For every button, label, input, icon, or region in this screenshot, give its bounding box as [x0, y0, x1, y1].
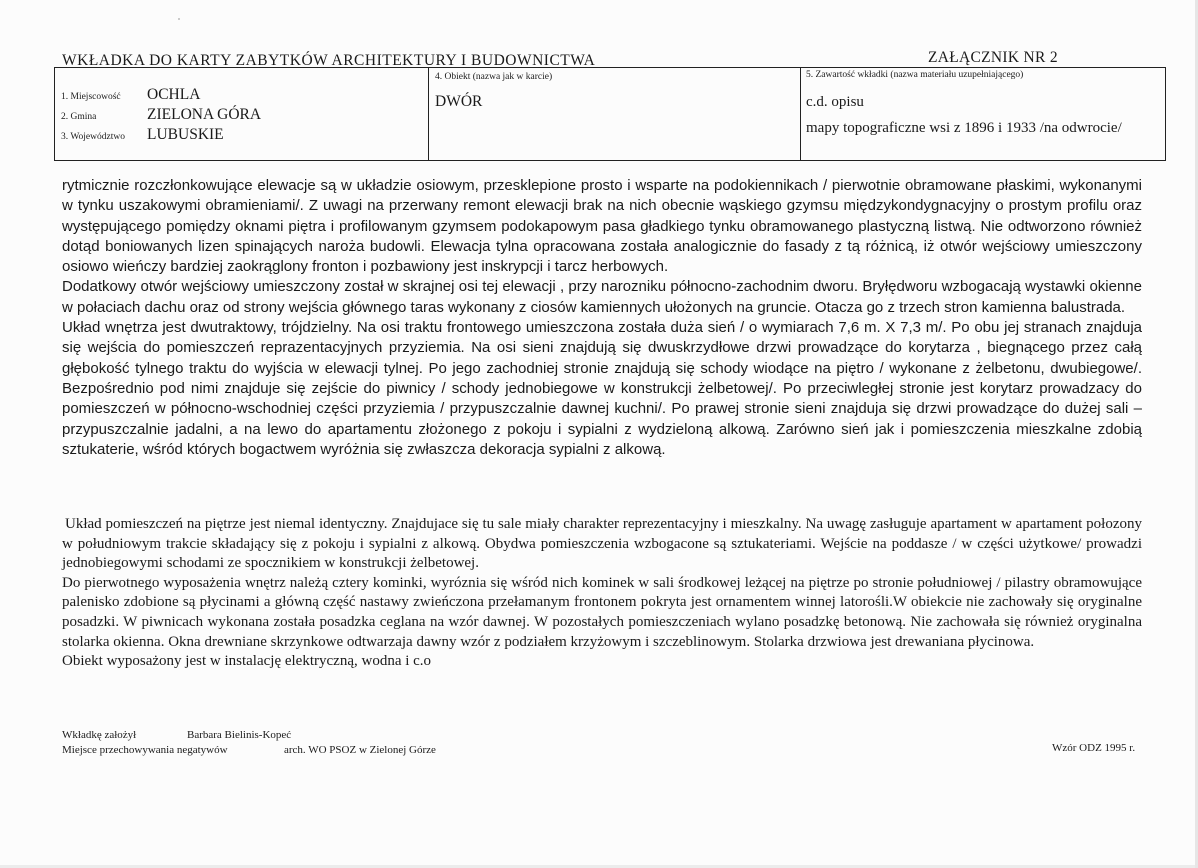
zawartosc-label: 5. Zawartość wkładki (nazwa materiału uzupełniającego) [806, 70, 1024, 80]
wojewodztwo-label: 3. Województwo [61, 132, 125, 142]
description-typed [62, 176, 1142, 460]
speck [178, 18, 180, 20]
miejscowosc-label: 1. Miejscowość [61, 92, 121, 102]
footer [62, 728, 436, 758]
paragraph-elevations: rytmicznie rozczłonkowujące elewacje są w układzie osiowym, przesklepione prosto i wsparte na podokiennikach / pierwotnie obramowane płaskimi, wykonanymi w tynku uszakowymi obramieniami/. Z uwagi na przerwany remont elewacji brak na nich obecnie wąskiego gzymsu międzykondygnacyjny o prostym profilu oraz występującego pomiędzy oknami piętra i profilowanym gzymsem podokapowym pasa gładkiego tynku obramowanego plastyczną listwą. Nie odtworzono również dotąd boniowanych lizen spinających naroża budowli. Elewacja tylna opracowana została analogicznie do fasady z tą różnicą, iż otwór wejściowy umieszczony osiowo wieńczy bardziej zaokrąglony fronton i pozbawiony jest inskrypcji i tarcz herbowych. [62, 177, 1142, 276]
storage-label: Miejsce przechowywania negatywów [62, 744, 228, 756]
gmina-label: 2. Gmina [61, 112, 97, 122]
author-name: Barbara Bielinis-Kopeć [187, 729, 292, 741]
author-label: Wkładkę założył [62, 729, 137, 741]
wojewodztwo-value: LUBUSKIE [147, 126, 224, 143]
obiekt-value: DWÓR [435, 93, 483, 110]
location-cell [55, 68, 429, 160]
description-continued [62, 515, 1142, 672]
obiekt-label: 4. Obiekt (nazwa jak w karcie) [435, 72, 553, 82]
paragraph-furnishings: Do pierwotnego wyposażenia wnętrz należą cztery kominki, wyróznia się wśród nich kominek w sali środkowej leżącej na piętrze po stronie południowej / pilastry obramowujące palenisko zdobione są płycinami a główną część nastawy zwieńczona przełamanym frontonem pokryta jest ornamentem winnej latorośli.W obiekcie nie zachowały się oryginalne posadzki. W piwnicach wykonana została posadzka ceglana na wzór dawnej. W pozostałych pomieszczeniach wylano posadzkę betonową. Nie zachowała się również oryginalna stolarka okienna. Okna drewniane skrzynkowe odtwarzaja dawny wzór z podziałem krzyżowym i szczeblinowym. Stolarka drzwiowa jest drewaniana płycinowa. [62, 574, 1142, 650]
paragraph-interior: Układ wnętrza jest dwutraktowy, trójdzielny. Na osi traktu frontowego umieszczona została duża sień / o wymiarach 7,6 m. X 7,3 m/. Po obu jej stranach znajduja się wejścia do pomieszczeń reprazentacyjnych przyziemia. Na osi sieni znajdują się dwuskrzydłowe drzwi prowadzące do korytarza , biegnącego przez całą głębokość tylnego traktu do wyjścia w elewacji tylnej. Po jego zachodniej stronie znajdują się schody wiodące na piętro / wykonane z żelbetonu, dwubiegowe/. Bezpośrednio pod nimi znajduje się zejście do piwnicy / schody jednobiegowe w konstrukcji żelbetowej/. Po przeciwległej stronie jest korytarz prowadzacy do pomieszczeń w północno-wschodniej części przyziemia / przypuszczalnie dawnej kuchni/. Po prawej stronie sieni znajduja się drzwi prowadzące do dużej sali – przypuszczalnie jadalni, a na lewo do apartamentu złożonego z pokoju i sypialni z wydzieloną alkową. Zarówno sień jak i pomieszczenia mieszkalne zdobią sztukaterie, wśród których bogactwem wyróżnia się zwłaszcza dekoracja sypialni z alkową. [62, 319, 1142, 458]
paragraph-upper-floor: Układ pomieszczeń na piętrze jest niemal identyczny. Znajdujace się tu sale miały charakter reprezentacyjny i mieszkalny. Na uwagę zasługuje apartament w apartament połozony w południowym trakcie składający się z pokoju i sypialni z alkową. Obydwa pomieszczenia wzbogacone są sztukateriami. Wejście na poddasze / w części użytkowe/ prowadzi jednobiegowymi schodami ze spocznikiem w konstrukcji żelbetowej. [62, 516, 1142, 572]
paragraph-entrance: Dodatkowy otwór wejściowy umieszczony został w skrajnej osi tej elewacji , przy narozniku północno-zachodnim dworu. Bryłędworu wzbogacają wystawki okienne w połaciach dachu oraz od strony wejścia głównego taras wykonany z ciosów kamiennych ułożonych na gruncie. Otacza go z trzech stron kamienna balustrada. [62, 278, 1142, 316]
paragraph-installations: Obiekt wyposażony jest w instalację elektryczną, wodna i c.o [62, 653, 432, 670]
attachment-number: ZAŁĄCZNIK NR 2 [928, 49, 1058, 66]
storage-location: arch. WO PSOZ w Zielonej Górze [284, 744, 436, 756]
zawartosc-value-2: mapy topograficzne wsi z 1896 i 1933 /na odwrocie/ [806, 120, 1122, 136]
template-version: Wzór ODZ 1995 r. [1052, 742, 1136, 754]
zawartosc-value-1: c.d. opisu [806, 94, 864, 110]
gmina-value: ZIELONA GÓRA [147, 106, 262, 123]
object-cell [429, 68, 801, 160]
document-title: WKŁADKA DO KARTY ZABYTKÓW ARCHITEKTURY I BUDOWNICTWA [62, 52, 596, 69]
miejscowosc-value: OCHLA [147, 86, 201, 103]
content-cell [801, 68, 1165, 160]
metadata-table [54, 67, 1166, 161]
